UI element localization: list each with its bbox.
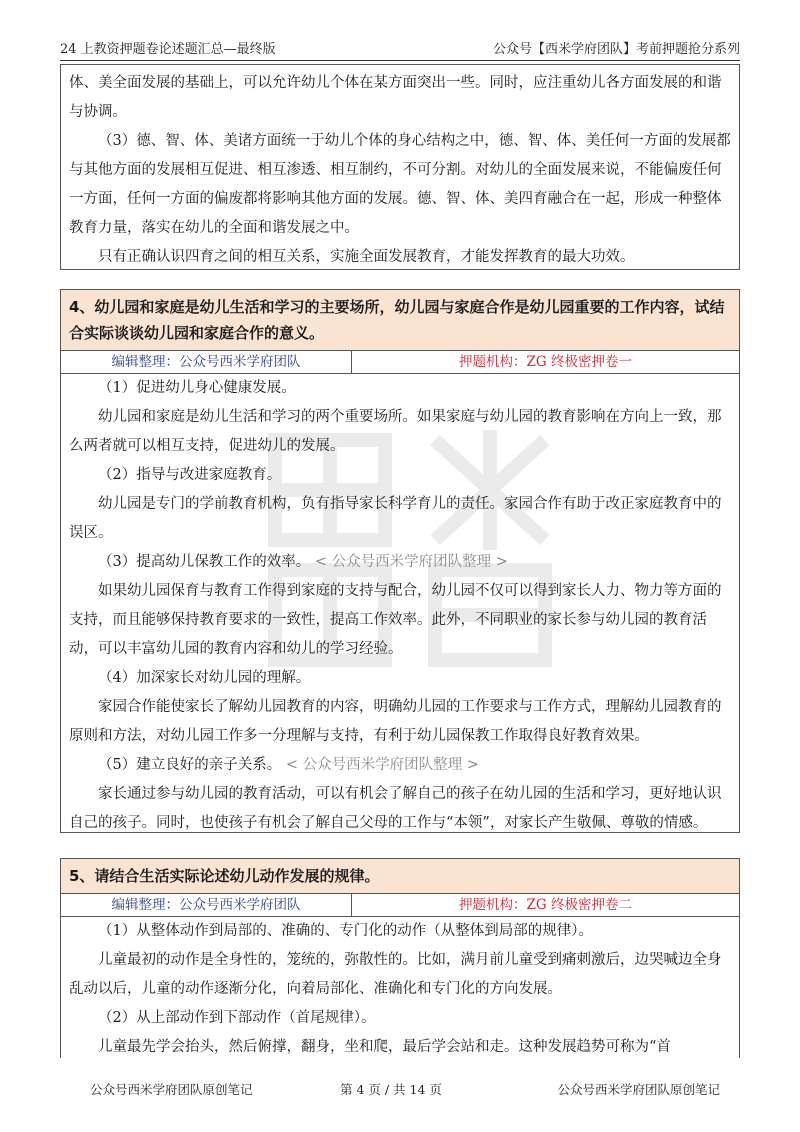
point-heading: （2）指导与改进家庭教育。 bbox=[98, 467, 282, 483]
point-heading: （4）加深家长对幼儿园的理解。 bbox=[98, 670, 311, 686]
question-5-meta bbox=[61, 894, 739, 917]
question-4-title: 4、幼儿园和家庭是幼儿生活和学习的主要场所，幼儿园与家庭合作是幼儿园重要的工作内容，试结合实际谈谈幼儿园和家庭合作的意义。 bbox=[61, 290, 739, 351]
footer-left: 公众号西米学府团队原创笔记 bbox=[90, 1082, 253, 1097]
page-header bbox=[60, 34, 740, 61]
question-5-box bbox=[60, 858, 740, 1058]
header-series-title: 公众号【西米学府团队】考前押题抢分系列 bbox=[492, 42, 740, 57]
editor-credit: 编辑整理：公众号西米学府团队 bbox=[61, 351, 352, 373]
point-heading bbox=[61, 548, 739, 577]
agency-credit: 押题机构：ZG 终极密押卷二 bbox=[459, 897, 632, 913]
question-4-box bbox=[60, 289, 740, 833]
page-number: 第 4 页 / 共 14 页 bbox=[340, 1082, 442, 1097]
point-body: 家园合作能使家长了解幼儿园教育的内容，明确幼儿园的工作要求与工作方式，理解幼儿园教育的原则和方法，对幼儿园工作多一分理解与支持，有利于幼儿园保教工作取得良好教育效果。 bbox=[69, 699, 722, 744]
point-body: 儿童最先学会抬头，然后俯撑，翻身，坐和爬，最后学会站和走。这种发展趋势可称为“首 bbox=[98, 1039, 671, 1055]
agency-credit: 押题机构：ZG 终极密押卷一 bbox=[459, 354, 632, 370]
point-body: 幼儿园和家庭是幼儿生活和学习的两个重要场所。如果家庭与幼儿园的教育影响在方向上一致，那么两者就可以相互支持，促进幼儿的发展。 bbox=[69, 409, 722, 454]
point-heading: （2）从上部动作到下部动作（首尾规律）。 bbox=[98, 1010, 376, 1026]
prev-paragraph-2: （3）德、智、体、美诸方面统一于幼儿个体的身心结构之中，德、智、体、美任何一方面的发展都与其他方面的发展相互促进、相互渗透、相互制约，不可分割。对幼儿的全面发展来说，不能偏废任何一方面，任何一方面的偏废都将影响其他方面的发展。德、智、体、美四育融合在一起，形成一种整体教育力量，落实在幼儿的全面和谐发展之中。 bbox=[69, 133, 731, 236]
editor-credit: 编辑整理：公众号西米学府团队 bbox=[61, 894, 352, 916]
point-heading-text: （5）建立良好的亲子关系。 bbox=[98, 757, 282, 773]
footer-right: 公众号西米学府团队原创笔记 bbox=[557, 1082, 720, 1097]
prev-paragraph-1: 体、美全面发展的基础上，可以允许幼儿个体在某方面突出一些。同时，应注重幼儿各方面发展的和谐与协调。 bbox=[69, 75, 722, 120]
previous-answer-box bbox=[60, 64, 740, 270]
source-note: < 公众号西米学府团队整理 > bbox=[314, 554, 508, 570]
source-note: < 公众号西米学府团队整理 > bbox=[285, 757, 479, 773]
prev-paragraph-3: 只有正确认识四育之间的相互关系，实施全面发展教育，才能发挥教育的最大功效。 bbox=[98, 249, 635, 265]
point-heading: （1）促进幼儿身心健康发展。 bbox=[98, 380, 296, 396]
question-4-meta bbox=[61, 351, 739, 374]
point-body: 如果幼儿园保育与教育工作得到家庭的支持与配合，幼儿园不仅可以得到家长人力、物力等方面的支持，而且能够保持教育要求的一致性，提高工作效率。此外，不同职业的家长参与幼儿园的教育活动，可以丰富幼儿园的教育内容和幼儿的学习经验。 bbox=[69, 583, 722, 657]
point-heading bbox=[61, 751, 739, 780]
point-body: 儿童最初的动作是全身性的，笼统的，弥散性的。比如，满月前儿童受到痛刺激后，边哭喊边全身乱动以后，儿童的动作逐渐分化，向着局部化、准确化和专门化的方向发展。 bbox=[69, 952, 722, 997]
header-doc-title: 24 上教资押题卷论述题汇总—最终版 bbox=[60, 42, 276, 57]
point-body: 幼儿园是专门的学前教育机构，负有指导家长科学育儿的责任。家园合作有助于改正家庭教育中的误区。 bbox=[69, 496, 722, 541]
point-body: 家长通过参与幼儿园的教育活动，可以有机会了解自己的孩子在幼儿园的生活和学习，更好地认识自己的孩子。同时，也使孩子有机会了解自己父母的工作与“本领”，对家长产生敬佩、尊敬的情感。 bbox=[69, 786, 722, 831]
point-heading: （1）从整体动作到局部的、准确的、专门化的动作（从整体到局部的规律）。 bbox=[98, 923, 593, 939]
question-5-title: 5、请结合生活实际论述幼儿动作发展的规律。 bbox=[61, 859, 739, 894]
point-heading-text: （3）提高幼儿保教工作的效率。 bbox=[98, 554, 311, 570]
